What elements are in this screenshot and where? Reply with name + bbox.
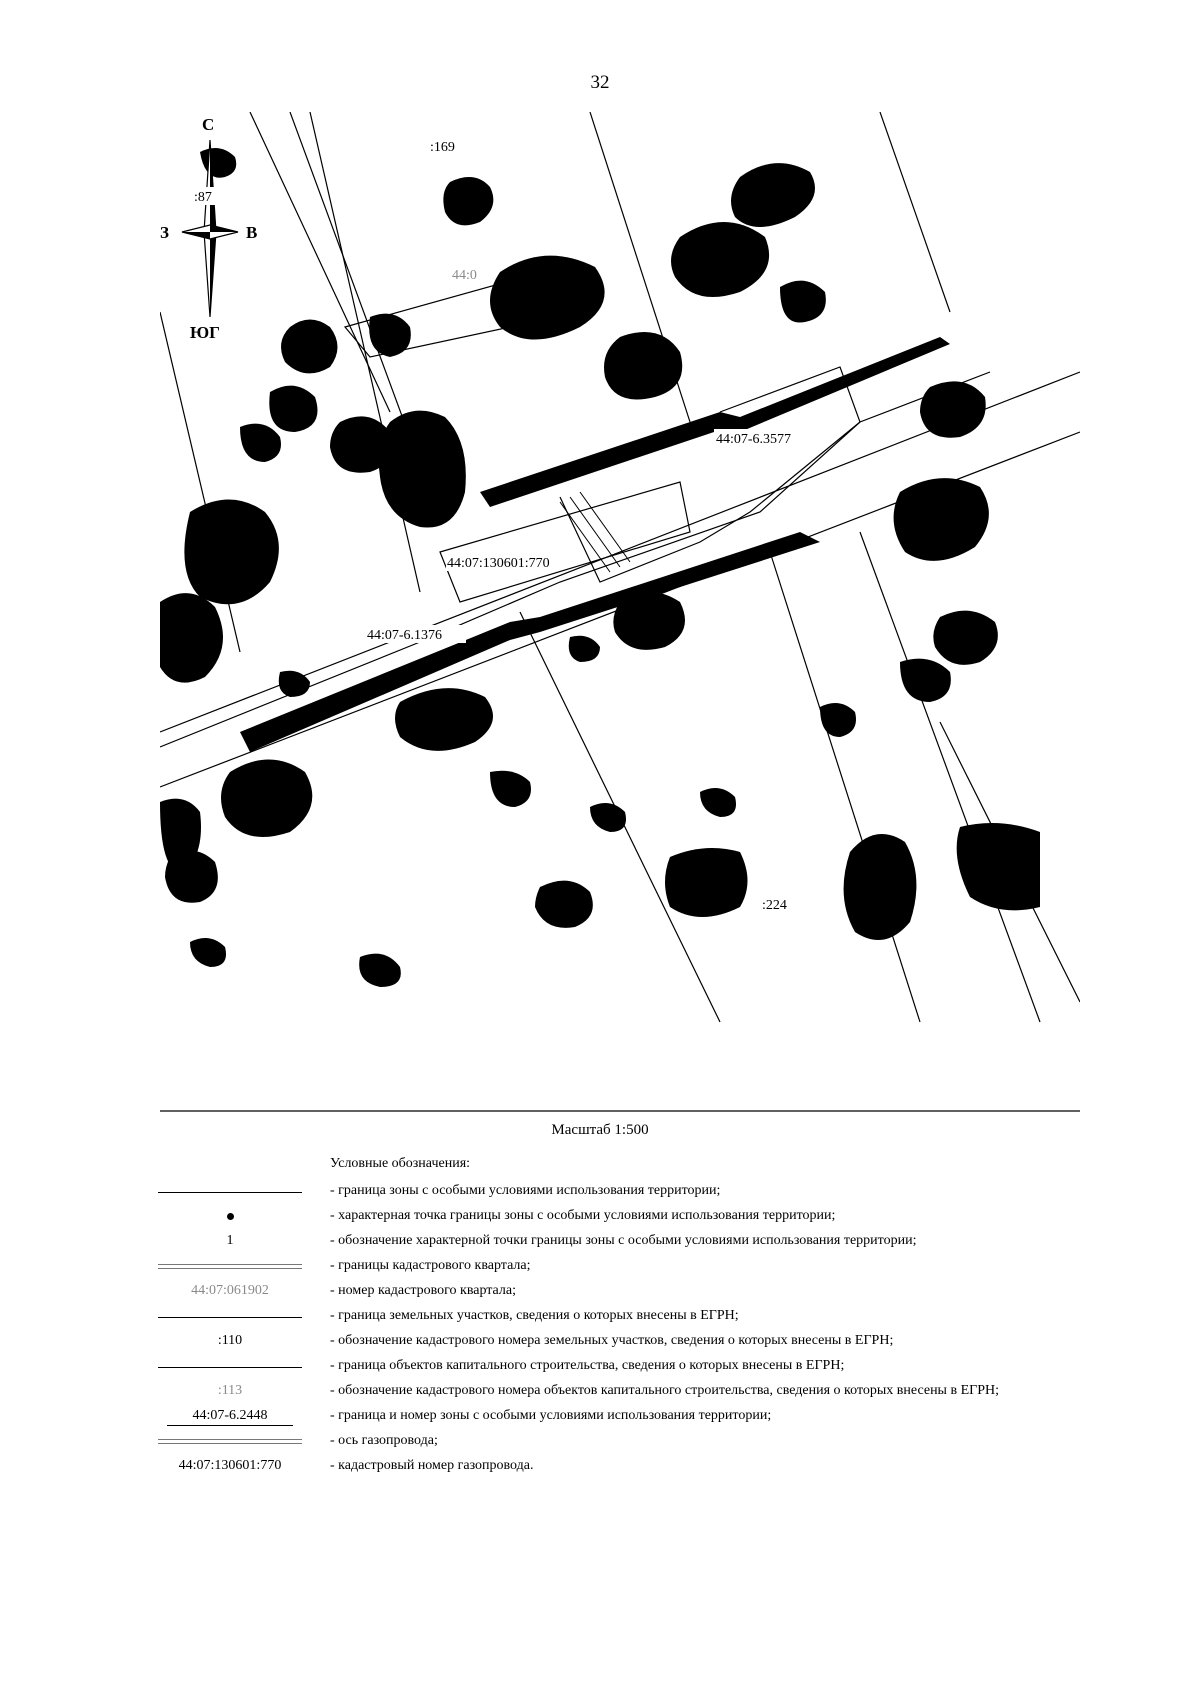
legend-text: - обозначение характерной точки границы зоны с особыми условиями использования территории; — [330, 1233, 917, 1248]
legend-symbol-label: 1 — [226, 1233, 234, 1248]
legend-symbol-label: 44:07:130601:770 — [178, 1458, 282, 1473]
legend-text: - граница объектов капитального строительства, сведения о которых внесены в ЕГРН; — [330, 1358, 845, 1373]
legend-item — [155, 1380, 1155, 1405]
legend-item — [155, 1180, 1155, 1205]
legend-text: - характерная точка границы зоны с особыми условиями использования территории; — [330, 1208, 836, 1223]
legend-item — [155, 1230, 1155, 1255]
legend-text: - ось газопровода; — [330, 1433, 438, 1448]
legend-item — [155, 1355, 1155, 1380]
label-parcel-169: :169 — [430, 140, 455, 155]
legend-symbol-label: 44:07:061902 — [191, 1283, 269, 1298]
legend-item — [155, 1455, 1155, 1480]
label-gas-pipeline: 44:07:130601:770 — [447, 556, 550, 571]
legend — [155, 1180, 1155, 1480]
compass-north: С — [202, 115, 215, 134]
label-parcel-224: :224 — [762, 898, 787, 913]
cadastral-map — [160, 112, 1080, 1112]
legend-item — [155, 1255, 1155, 1280]
legend-text: - кадастровый номер газопровода. — [330, 1458, 534, 1473]
legend-text: - граница и номер зоны с особыми условиями использования территории; — [330, 1408, 772, 1423]
legend-item — [155, 1330, 1155, 1355]
label-zone-3577: 44:07-6.3577 — [716, 432, 792, 447]
legend-item — [155, 1205, 1155, 1230]
legend-item — [155, 1405, 1155, 1430]
legend-text: - граница зоны с особыми условиями использования территории; — [330, 1183, 721, 1198]
legend-symbol-label: :110 — [217, 1333, 243, 1348]
legend-title: Условные обозначения: — [330, 1156, 471, 1171]
legend-item — [155, 1280, 1155, 1305]
legend-symbol-label: 44:07-6.2448 — [167, 1408, 293, 1426]
legend-text: - обозначение кадастрового номера земельных участков, сведения о которых внесены в ЕГРН; — [330, 1333, 894, 1348]
legend-text: - обозначение кадастрового номера объектов капитального строительства, сведения о которых внесены в ЕГРН; — [330, 1383, 1000, 1398]
label-parcel-87: :87 — [194, 190, 212, 205]
legend-item — [155, 1305, 1155, 1330]
legend-text: - номер кадастрового квартала; — [330, 1283, 516, 1298]
map-scale: Масштаб 1:500 — [551, 1122, 649, 1138]
legend-symbol-label: :113 — [217, 1383, 243, 1398]
legend-item — [155, 1430, 1155, 1455]
label-quarter-number: 44:0 — [452, 268, 477, 283]
page-number: 32 — [590, 72, 610, 93]
compass-west: З — [160, 223, 169, 242]
legend-text: - границы кадастрового квартала; — [330, 1258, 531, 1273]
compass-south: ЮГ — [190, 323, 220, 342]
label-zone-1376: 44:07-6.1376 — [367, 628, 443, 643]
compass-east: В — [246, 223, 258, 242]
legend-text: - граница земельных участков, сведения о которых внесены в ЕГРН; — [330, 1308, 739, 1323]
